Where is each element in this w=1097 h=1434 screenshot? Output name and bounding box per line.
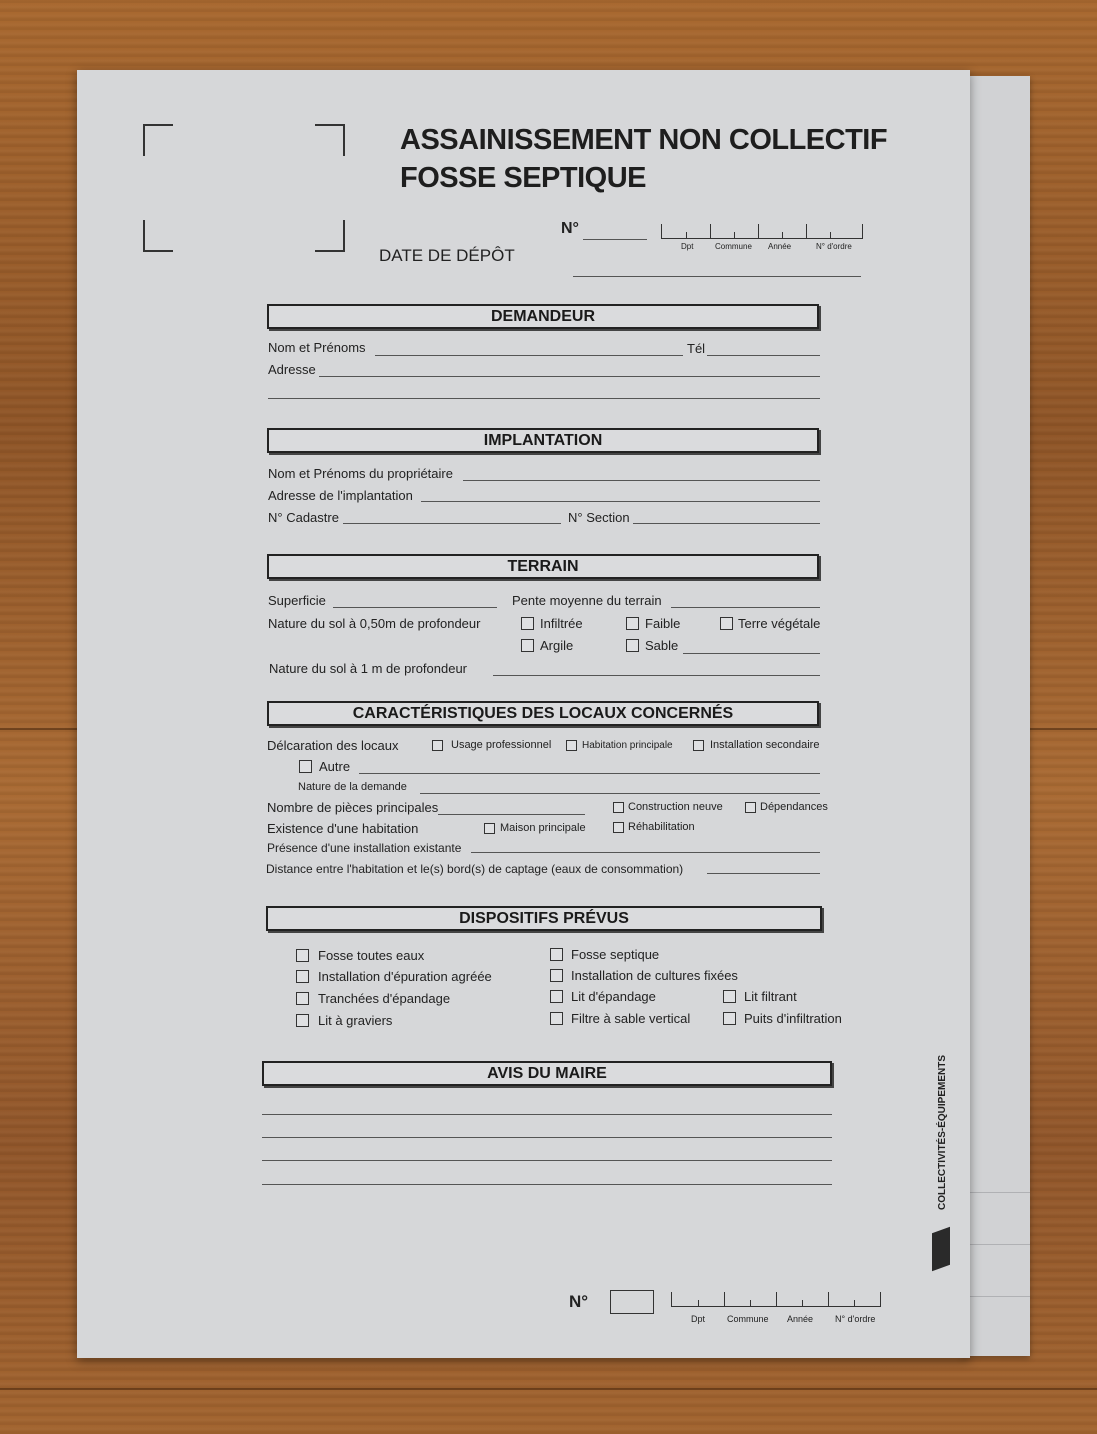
corner-mark: [143, 220, 173, 252]
sable-field[interactable]: [683, 653, 820, 654]
superficie-label: Superficie: [268, 593, 326, 608]
numero-label: N°: [561, 220, 579, 237]
bottom-numero-box[interactable]: [610, 1290, 654, 1314]
section-field[interactable]: [633, 523, 820, 524]
lit-filtrant-label: Lit filtrant: [744, 989, 797, 1004]
adresse-label: Adresse: [268, 362, 316, 377]
adresse-field-line2[interactable]: [268, 398, 820, 399]
bottom-numero-ruler[interactable]: [671, 1292, 881, 1307]
pente-label: Pente moyenne du terrain: [512, 593, 662, 608]
avis-line-3[interactable]: [262, 1160, 832, 1161]
autre-field[interactable]: [359, 773, 820, 774]
ruler-label-ordre: N° d'ordre: [816, 242, 852, 251]
numero-ruler[interactable]: [661, 224, 863, 239]
tel-label: Tél: [687, 341, 706, 356]
form-subtitle: FOSSE SEPTIQUE: [400, 162, 646, 194]
bottom-ruler-label-ordre: N° d'ordre: [835, 1314, 876, 1324]
checkbox-installation-epuration[interactable]: [296, 970, 309, 983]
presence-installation-label: Présence d'une installation existante: [267, 841, 462, 855]
adresse-implantation-label: Adresse de l'implantation: [268, 488, 413, 503]
nature-demande-field[interactable]: [420, 793, 820, 794]
section-demandeur-heading: DEMANDEUR: [267, 304, 819, 329]
cultures-fixees-label: Installation de cultures fixées: [571, 968, 738, 983]
avis-line-2[interactable]: [262, 1137, 832, 1138]
table-plank-seam: [0, 1388, 1097, 1390]
checkbox-dependances[interactable]: [745, 802, 756, 813]
date-depot-field[interactable]: [573, 276, 861, 277]
option-terre-vegetale-label: Terre végétale: [738, 616, 821, 631]
checkbox-argile[interactable]: [521, 639, 534, 652]
installation-epuration-label: Installation d'épuration agréée: [318, 969, 492, 984]
bottom-numero-label: N°: [569, 1292, 589, 1311]
bottom-ruler-label-commune: Commune: [727, 1314, 769, 1324]
proprietaire-field[interactable]: [463, 480, 820, 481]
checkbox-autre[interactable]: [299, 760, 312, 773]
fosse-septique-label: Fosse septique: [571, 947, 660, 962]
checkbox-infiltree[interactable]: [521, 617, 534, 630]
declaration-label: Délcaration des locaux: [267, 738, 399, 753]
installation-secondaire-label: Installation secondaire: [710, 739, 820, 751]
checkbox-installation-secondaire[interactable]: [693, 740, 704, 751]
ruler-label-dpt: Dpt: [681, 242, 694, 251]
checkbox-cultures-fixees[interactable]: [550, 969, 563, 982]
tranchees-epandage-label: Tranchées d'épandage: [318, 991, 451, 1006]
adresse-field[interactable]: [319, 376, 820, 377]
checkbox-lit-epandage[interactable]: [550, 990, 563, 1003]
corner-mark: [315, 220, 345, 252]
brand-logo-icon: [932, 1227, 950, 1272]
numero-field[interactable]: [583, 239, 647, 240]
pente-field[interactable]: [671, 607, 820, 608]
avis-line-4[interactable]: [262, 1184, 832, 1185]
nature-demande-label: Nature de la demande: [298, 781, 407, 793]
corner-mark: [315, 124, 345, 156]
tel-field[interactable]: [707, 355, 820, 356]
cadastre-label: N° Cadastre: [268, 510, 339, 525]
checkbox-lit-graviers[interactable]: [296, 1014, 309, 1027]
checkbox-maison-principale[interactable]: [484, 823, 495, 834]
section-terrain-heading: TERRAIN: [267, 554, 819, 579]
checkbox-habitation-principale[interactable]: [566, 740, 577, 751]
ruler-label-commune: Commune: [715, 242, 752, 251]
brand-text: COLLECTIVITÉS-ÉQUIPEMENTS: [937, 1054, 948, 1210]
puits-infiltration-label: Puits d'infiltration: [744, 1011, 842, 1026]
checkbox-sable[interactable]: [626, 639, 639, 652]
filtre-sable-label: Filtre à sable vertical: [571, 1011, 691, 1026]
nombre-pieces-label: Nombre de pièces principales: [267, 800, 439, 815]
checkbox-rehabilitation[interactable]: [613, 822, 624, 833]
checkbox-lit-filtrant[interactable]: [723, 990, 736, 1003]
bottom-ruler-label-dpt: Dpt: [691, 1314, 706, 1324]
construction-neuve-label: Construction neuve: [628, 801, 723, 813]
lit-graviers-label: Lit à graviers: [318, 1013, 393, 1028]
proprietaire-label: Nom et Prénoms du propriétaire: [268, 466, 453, 481]
section-implantation-heading: IMPLANTATION: [267, 428, 819, 453]
checkbox-fosse-septique[interactable]: [550, 948, 563, 961]
distance-label: Distance entre l'habitation et le(s) bord(s) de captage (eaux de consommation): [266, 862, 684, 876]
dependances-label: Dépendances: [760, 801, 828, 813]
presence-installation-field[interactable]: [471, 852, 820, 853]
section-avis-heading: AVIS DU MAIRE: [262, 1061, 832, 1086]
form-sheet: [77, 70, 970, 1358]
sol-1m-label: Nature du sol à 1 m de profondeur: [269, 661, 468, 676]
superficie-field[interactable]: [333, 607, 497, 608]
habitation-principale-label: Habitation principale: [582, 740, 673, 751]
existence-habitation-label: Existence d'une habitation: [267, 821, 419, 836]
option-sable-label: Sable: [645, 638, 679, 653]
option-argile-label: Argile: [540, 638, 574, 653]
section-label: N° Section: [568, 510, 630, 525]
sol-050-label: Nature du sol à 0,50m de profondeur: [268, 616, 481, 631]
nom-prenoms-label: Nom et Prénoms: [268, 340, 366, 355]
nom-prenoms-field[interactable]: [375, 355, 683, 356]
sol-1m-field[interactable]: [493, 675, 820, 676]
usage-professionnel-label: Usage professionnel: [451, 739, 552, 751]
corner-mark: [143, 124, 173, 156]
adresse-implantation-field[interactable]: [421, 501, 820, 502]
back-sheet: [962, 76, 1030, 1356]
lit-epandage-label: Lit d'épandage: [571, 989, 656, 1004]
option-infiltree-label: Infiltrée: [540, 616, 583, 631]
checkbox-fosse-toutes-eaux[interactable]: [296, 949, 309, 962]
autre-label: Autre: [319, 759, 351, 774]
avis-line-1[interactable]: [262, 1114, 832, 1115]
option-faible-label: Faible: [645, 616, 681, 631]
checkbox-faible[interactable]: [626, 617, 639, 630]
checkbox-terre-vegetale[interactable]: [720, 617, 733, 630]
distance-field[interactable]: [707, 873, 820, 874]
checkbox-filtre-sable[interactable]: [550, 1012, 563, 1025]
maison-principale-label: Maison principale: [500, 822, 586, 834]
form-title: ASSAINISSEMENT NON COLLECTIF: [400, 124, 888, 156]
fosse-toutes-eaux-label: Fosse toutes eaux: [318, 948, 425, 963]
ruler-label-annee: Année: [768, 242, 792, 251]
date-depot-label: DATE DE DÉPÔT: [379, 246, 515, 265]
nombre-pieces-field[interactable]: [438, 814, 585, 815]
checkbox-usage-professionnel[interactable]: [432, 740, 443, 751]
section-dispositifs-heading: DISPOSITIFS PRÉVUS: [266, 906, 822, 931]
cadastre-field[interactable]: [343, 523, 561, 524]
bottom-ruler-label-annee: Année: [787, 1314, 814, 1324]
section-caracteristiques-heading: CARACTÉRISTIQUES DES LOCAUX CONCERNÉS: [267, 701, 819, 726]
rehabilitation-label: Réhabilitation: [628, 821, 695, 833]
checkbox-construction-neuve[interactable]: [613, 802, 624, 813]
checkbox-puits-infiltration[interactable]: [723, 1012, 736, 1025]
checkbox-tranchees-epandage[interactable]: [296, 992, 309, 1005]
